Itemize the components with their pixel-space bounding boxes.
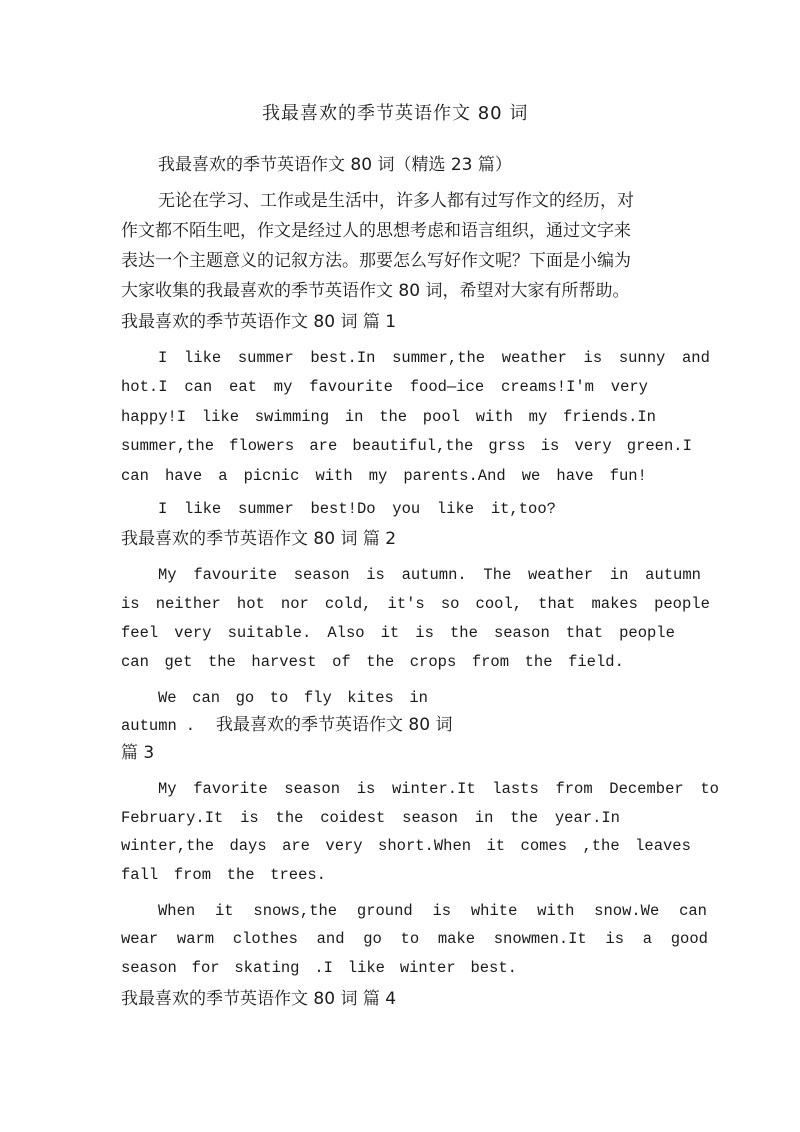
word: parents.And — [403, 467, 506, 485]
word: to — [700, 780, 719, 798]
word: is — [121, 595, 140, 613]
word: with — [537, 902, 575, 920]
word: December — [609, 780, 684, 798]
word: you — [392, 500, 421, 518]
word: flowers — [229, 437, 295, 455]
word: it — [380, 624, 400, 642]
word: people — [619, 624, 675, 642]
essay-line — [121, 716, 195, 736]
word: are — [309, 437, 338, 455]
word: short.When — [378, 837, 472, 855]
word: feel — [121, 624, 159, 642]
word: my — [273, 378, 293, 396]
word: days — [229, 837, 267, 855]
word: favorite — [193, 780, 268, 798]
word: weather — [528, 566, 594, 584]
word: like — [347, 959, 385, 977]
essay-line — [121, 865, 326, 885]
word: snows,the — [253, 902, 338, 920]
word: white — [470, 902, 518, 920]
word: that — [538, 595, 576, 613]
word: ,the — [582, 837, 620, 855]
word: it — [215, 902, 234, 920]
word: picnic — [243, 467, 300, 485]
word: wear — [121, 930, 159, 948]
word: like — [183, 349, 222, 367]
word: eat — [229, 378, 257, 396]
word: kites — [347, 689, 394, 707]
word: can — [121, 467, 149, 485]
word: snow.We — [594, 902, 660, 920]
word: can — [121, 653, 149, 671]
word: it's — [387, 595, 425, 613]
essay-line — [158, 688, 428, 708]
word: favourite — [309, 378, 393, 396]
word: like — [201, 408, 240, 426]
word: in — [474, 809, 494, 827]
word: is — [366, 566, 385, 584]
intro-line: 无论在学习、工作或是生活中，许多人都有过写作文的经历，对 — [158, 191, 634, 211]
word: grss — [488, 437, 526, 455]
word: snowmen.It — [493, 930, 587, 948]
word: the — [449, 624, 478, 642]
word: beautiful,the — [352, 437, 474, 455]
word: fun! — [609, 467, 647, 485]
word: autumn — [645, 566, 701, 584]
word: the — [366, 653, 395, 671]
word: have — [556, 467, 594, 485]
word: is — [583, 349, 603, 367]
essay-heading: 我最喜欢的季节英语作文 80 词 篇 4 — [121, 989, 397, 1009]
word: makes — [591, 595, 638, 613]
word: leaves — [635, 837, 691, 855]
essay-line — [158, 901, 707, 921]
word: and — [316, 930, 345, 948]
word: get — [164, 653, 193, 671]
word: We — [158, 689, 177, 707]
essay-line — [121, 594, 710, 614]
word: make — [437, 930, 476, 948]
word: My — [158, 566, 177, 584]
word: creams!I'm — [500, 378, 594, 396]
word: summer,the — [121, 437, 215, 455]
word: winter.It — [391, 780, 476, 798]
word: lasts — [492, 780, 539, 798]
word: like — [436, 500, 475, 518]
word: for — [191, 959, 220, 977]
word: fly — [303, 689, 332, 707]
word: the — [275, 809, 304, 827]
essay-line — [121, 808, 620, 828]
word: good — [670, 930, 708, 948]
word: clothes — [232, 930, 298, 948]
word: go — [363, 930, 382, 948]
intro-line: 作文都不陌生吧，作文是经过人的思想考虑和语言组织，通过文字来 — [121, 221, 631, 241]
word: with — [315, 467, 353, 485]
word: from — [555, 780, 593, 798]
word: the — [510, 809, 539, 827]
word: pool — [422, 408, 461, 426]
word: very — [325, 837, 363, 855]
word: summer,the — [392, 349, 486, 367]
document-title: 我最喜欢的季节英语作文 80 词 — [262, 103, 529, 124]
word: season — [293, 566, 350, 584]
word: summer — [237, 349, 294, 367]
word: swimming — [254, 408, 330, 426]
word: have — [164, 467, 203, 485]
word: Also — [327, 624, 365, 642]
word: the — [379, 408, 408, 426]
word: season — [284, 780, 341, 798]
essay-heading: 篇 3 — [121, 743, 155, 763]
word: can — [679, 902, 707, 920]
word: February.It — [121, 809, 224, 827]
intro-line: 大家收集的我最喜欢的季节英语作文 80 词，希望对大家有所帮助。 — [121, 281, 630, 301]
word: autumn — [121, 717, 177, 735]
word: season — [121, 959, 177, 977]
document-subtitle: 我最喜欢的季节英语作文 80 词（精选 23 篇） — [158, 155, 512, 175]
word: the — [207, 653, 236, 671]
essay-heading: 我最喜欢的季节英语作文 80 词 篇 2 — [121, 529, 397, 549]
essay-line — [158, 499, 556, 519]
word: is — [605, 930, 625, 948]
word: we — [521, 467, 541, 485]
word: a — [642, 930, 653, 948]
word: season — [402, 809, 458, 827]
word: suitable. — [227, 624, 312, 642]
essay-line — [158, 348, 710, 368]
word: of — [332, 653, 351, 671]
word: favourite — [193, 566, 278, 584]
intro-line: 表达一个主题意义的记叙方法。那要怎么写好作文呢？下面是小编为 — [121, 251, 631, 271]
word: very — [610, 378, 648, 396]
word: summer — [237, 500, 294, 518]
word: neither — [155, 595, 221, 613]
word: food—ice — [409, 378, 485, 396]
word: is — [356, 780, 376, 798]
word: hot — [236, 595, 265, 613]
word: very — [174, 624, 212, 642]
essay-line — [121, 407, 656, 427]
word: in — [609, 566, 629, 584]
essay-line — [121, 623, 675, 643]
word: The — [483, 566, 512, 584]
essay-line — [121, 836, 691, 856]
word: sunny — [618, 349, 666, 367]
word: cold, — [324, 595, 372, 613]
essay-line — [121, 377, 648, 397]
word: season — [493, 624, 550, 642]
word: is — [540, 437, 560, 455]
word: comes — [520, 837, 568, 855]
word: a — [218, 467, 228, 485]
word: crops — [409, 653, 457, 671]
word: field. — [568, 653, 624, 671]
word: from — [173, 866, 212, 884]
word: my — [368, 467, 388, 485]
word: best!Do — [310, 500, 376, 518]
word: skating — [234, 959, 300, 977]
word: so — [440, 595, 460, 613]
essay-line — [121, 652, 624, 672]
word: cool, — [475, 595, 523, 613]
word: from — [471, 653, 510, 671]
word: best. — [470, 959, 517, 977]
word: can — [192, 689, 221, 707]
word: harvest — [251, 653, 317, 671]
essay-heading: 我最喜欢的季节英语作文 80 词 篇 1 — [121, 312, 397, 332]
word: and — [681, 349, 710, 367]
essay-line — [121, 929, 708, 949]
word: it — [486, 837, 506, 855]
word: weather — [501, 349, 567, 367]
word: the — [226, 866, 255, 884]
word: warm — [176, 930, 215, 948]
essay-line — [158, 779, 719, 799]
word: with — [475, 408, 513, 426]
word: is — [240, 809, 259, 827]
word: are — [282, 837, 310, 855]
word: to — [269, 689, 289, 707]
word: hot.I — [121, 378, 168, 396]
word: my — [528, 408, 548, 426]
word: trees. — [270, 866, 326, 884]
word: to — [400, 930, 420, 948]
word: the — [524, 653, 553, 671]
essay-line — [121, 436, 692, 456]
word: I — [158, 500, 168, 518]
word: is — [415, 624, 434, 642]
word: autumn. — [401, 566, 467, 584]
word: is — [432, 902, 452, 920]
word: When — [158, 902, 196, 920]
word: green.I — [626, 437, 692, 455]
word: nor — [280, 595, 309, 613]
word: winter — [399, 959, 456, 977]
word: winter,the — [121, 837, 215, 855]
word: like — [184, 500, 222, 518]
word: .I — [314, 959, 333, 977]
word: . — [185, 717, 195, 735]
word: very — [574, 437, 612, 455]
word: happy!I — [121, 408, 187, 426]
word: ground — [356, 902, 413, 920]
word: coidest — [320, 809, 386, 827]
word: My — [158, 780, 177, 798]
essay-line — [121, 958, 517, 978]
word: year.In — [554, 809, 620, 827]
essay-line — [121, 466, 647, 486]
word: go — [235, 689, 255, 707]
essay-line — [158, 565, 701, 585]
word: that — [565, 624, 604, 642]
word: in — [409, 689, 428, 707]
word: in — [344, 408, 364, 426]
word: I — [158, 349, 168, 367]
word: can — [184, 378, 213, 396]
word: best.In — [310, 349, 376, 367]
word: fall — [121, 866, 159, 884]
essay-heading: 我最喜欢的季节英语作文 80 词 — [216, 715, 453, 735]
word: friends.In — [562, 408, 656, 426]
word: people — [654, 595, 710, 613]
word: it,too? — [490, 500, 556, 518]
